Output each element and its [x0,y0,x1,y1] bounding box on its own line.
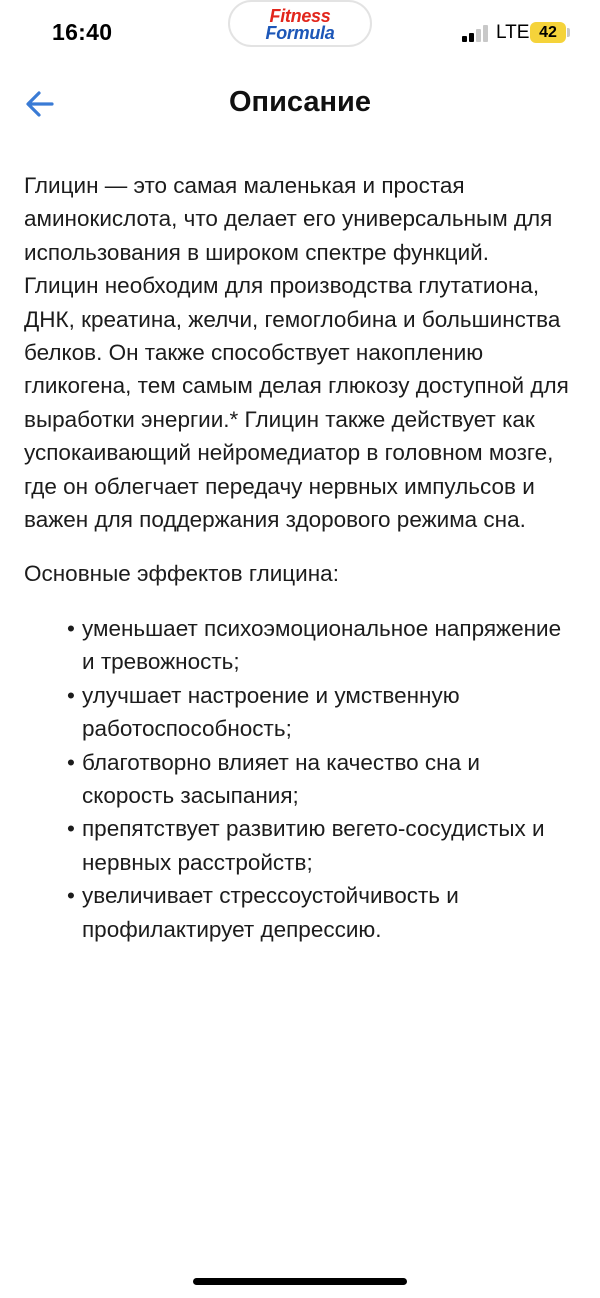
list-item [67,746,569,813]
list-item-text: уменьшает психоэмоциональное напряжение и тревожность; [82,615,562,675]
battery-nub [567,28,570,37]
bullet: • [67,615,75,641]
list-item-text: улучшает настроение и умственную работоспособность; [82,682,460,742]
network-type: LTE [496,22,530,43]
list-item [67,879,569,946]
list-item [67,612,569,679]
signal-bar [483,25,488,42]
logo-line-formula: Formula [265,23,335,43]
signal-bar [469,33,474,42]
list-item-text: препятствует развитию вегето-сосудистых и нервных расстройств; [82,816,545,875]
bullet: • [67,883,75,909]
battery-icon: 42 [530,22,566,43]
effects-list [24,612,569,946]
bullet: • [67,816,75,842]
signal-bar [476,29,481,42]
home-indicator[interactable] [193,1278,407,1285]
effects-title: Основные эффектов глицина: [24,561,339,587]
status-bar [0,0,600,64]
list-item-text: благотворно влияет на качество сна и скорость засыпания; [82,749,480,808]
status-time: 16:40 [52,19,113,45]
signal-bar [462,36,467,42]
bullet: • [67,749,75,775]
description-content [24,169,569,946]
list-item-text: увеличивает стрессоустойчивость и профилактирует депрессию. [82,883,459,942]
signal-strength-icon [462,24,490,42]
logo-line-fitness: Fitness [269,6,331,26]
list-item [67,679,569,746]
page-title: Описание [229,86,371,118]
bullet: • [67,682,75,708]
app-logo [228,0,372,47]
description-text: Глицин — это самая маленькая и простая аминокислота, что делает его универсальным для использования в широком спектре функций. Глицин необходим для производства глутатиона, ДНК, креатина, желчи, гемоглобина и большинства белков. Он также способствует накоплению гликогена, тем самым делая глюкозу доступной для выработки энергии.* Глицин также действует как успокаивающий нейромедиатор в головном мозге, где он облегчает передачу нервных импульсов и важен для поддержания здорового режима сна. [24,173,569,533]
list-item [67,812,569,879]
